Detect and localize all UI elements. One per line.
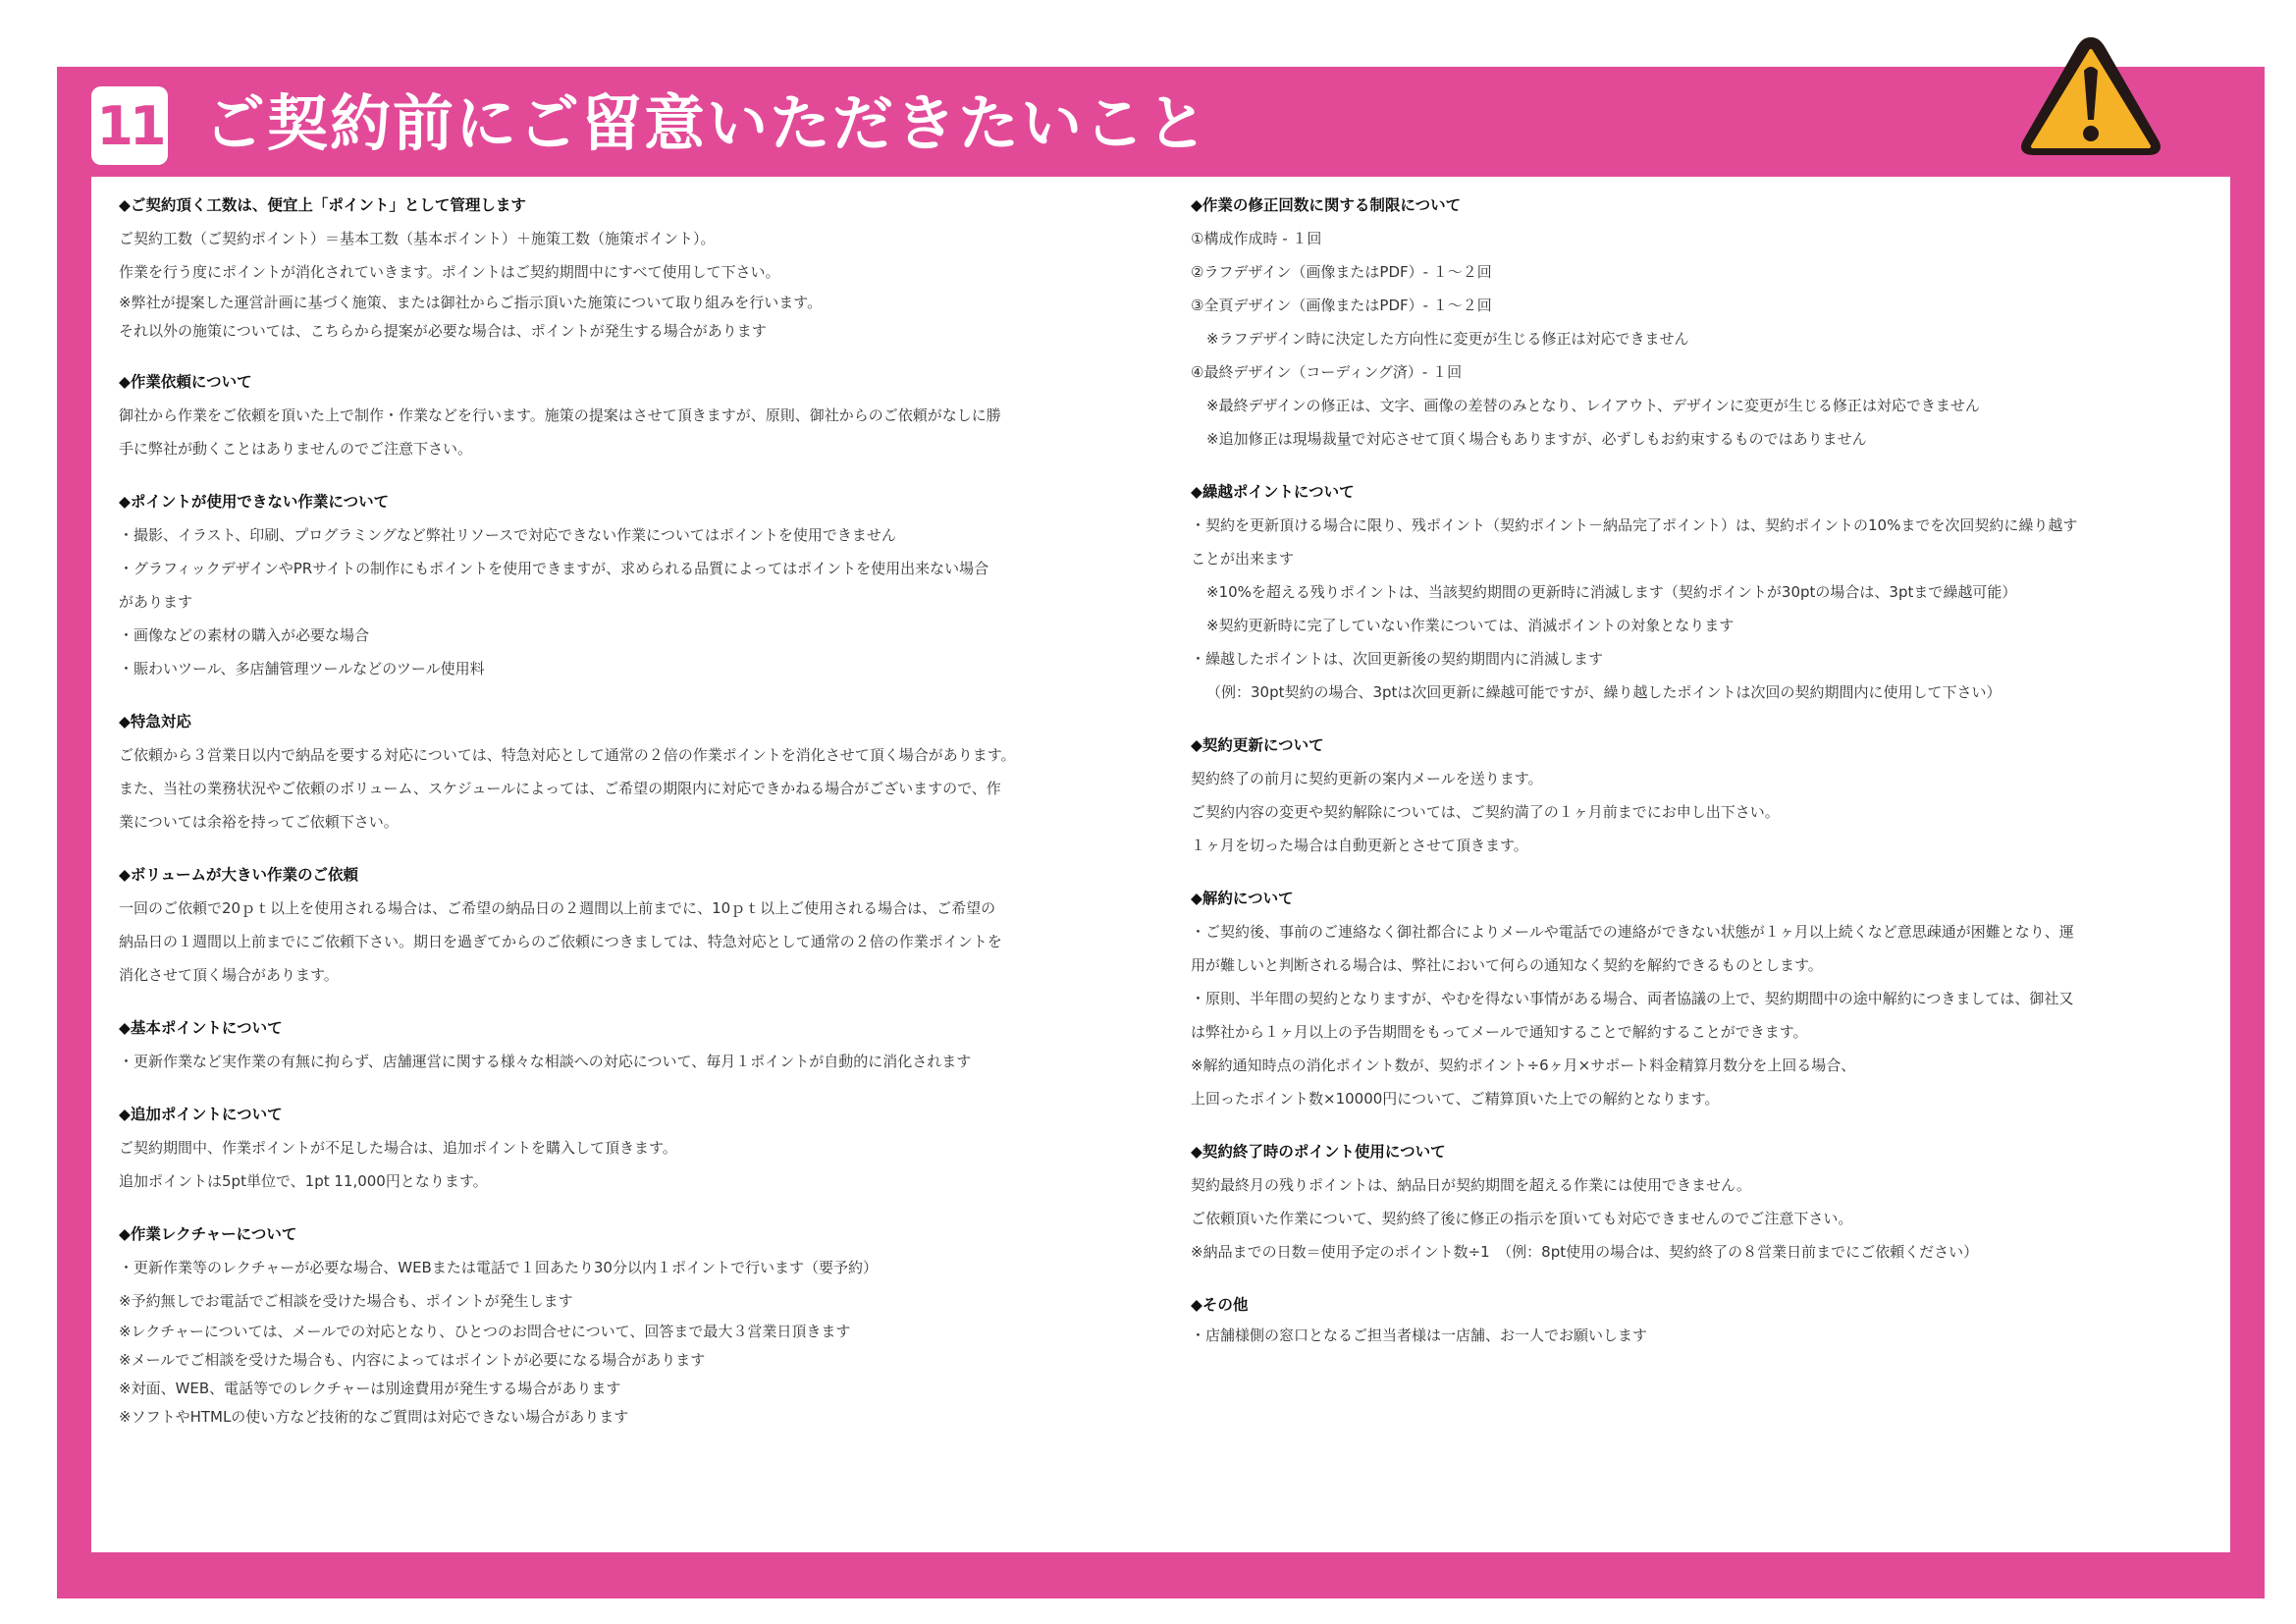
section-carryover-points bbox=[1191, 475, 2212, 709]
text-line: ※契約更新時に完了していない作業については、消滅ポイントの対象となります bbox=[1206, 617, 1735, 634]
text-line: ①構成作成時 - １回 bbox=[1191, 230, 1322, 247]
text-line: ※最終デザインの修正は、文字、画像の差替のみとなり、レイアウト、デザインに変更が生じる修正は対応できません bbox=[1206, 397, 1980, 414]
section-title: ◆解約について bbox=[1191, 890, 1294, 907]
text-line: ※解約通知時点の消化ポイント数が、契約ポイント÷6ヶ月×サポート料金精算月数分を上回る場合、 bbox=[1191, 1056, 1856, 1074]
section-additional-points bbox=[119, 1098, 1208, 1198]
text-line: ご契約期間中、作業ポイントが不足した場合は、追加ポイントを購入して頂きます。 bbox=[119, 1139, 677, 1157]
section-basic-points bbox=[119, 1011, 1208, 1078]
text-line: （例：30pt契約の場合、3ptは次回更新に繰越可能ですが、繰り越したポイントは次回の契約期間内に使用して下さい） bbox=[1206, 683, 2002, 701]
text-line: ・店舗様側の窓口となるご担当者様は一店舗、お一人でお願いします bbox=[1191, 1326, 1648, 1344]
text-line: ※ソフトやHTMLの使い方など技術的なご質問は対応できない場合があります bbox=[119, 1408, 629, 1426]
section-cancellation bbox=[1191, 882, 2212, 1115]
right-column bbox=[1191, 189, 2212, 1370]
page-header bbox=[57, 67, 2265, 177]
text-line: ※追加修正は現場裁量で対応させて頂く場合もありますが、必ずしもお約束するものではありません bbox=[1206, 430, 1867, 448]
page-title: ご契約前にご留意いただきたいこと bbox=[204, 87, 1210, 159]
section-title: ◆契約更新について bbox=[1191, 736, 1324, 754]
text-line: ③全頁デザイン（画像またはPDF）- １～２回 bbox=[1191, 297, 1492, 314]
text-line: ※予約無しでお電話でご相談を受けた場合も、ポイントが発生します bbox=[119, 1292, 573, 1310]
text-line: ④最終デザイン（コーディング済）- １回 bbox=[1191, 363, 1463, 381]
text-line: ※メールでご相談を受けた場合も、内容によってはポイントが必要になる場合があります bbox=[119, 1351, 706, 1369]
text-line: ②ラフデザイン（画像またはPDF）- １～２回 bbox=[1191, 263, 1492, 281]
section-title: ◆繰越ポイントについて bbox=[1191, 483, 1355, 501]
section-title: ◆契約終了時のポイント使用について bbox=[1191, 1143, 1446, 1161]
page-frame bbox=[57, 67, 2265, 1598]
text-line: 業については余裕を持ってご依頼下さい。 bbox=[119, 813, 399, 831]
text-line: ※対面、WEB、電話等でのレクチャーは別途費用が発生する場合があります bbox=[119, 1380, 621, 1397]
text-line: 御社から作業をご依頼を頂いた上で制作・作業などを行います。施策の提案はさせて頂きますが、原則、御社からのご依頼がなしに勝 bbox=[119, 406, 1001, 424]
text-line: ※10%を超える残りポイントは、当該契約期間の更新時に消滅します（契約ポイントが30ptの場合は、3ptまで繰越可能） bbox=[1206, 583, 2017, 601]
text-line: ・画像などの素材の購入が必要な場合 bbox=[119, 626, 370, 644]
section-non-point-work bbox=[119, 485, 1208, 685]
section-title: ◆ボリュームが大きい作業のご依頼 bbox=[119, 866, 358, 884]
text-line: ・更新作業など実作業の有無に拘らず、店舗運営に関する様々な相談への対応について、毎月１ポイントが自動的に消化されます bbox=[119, 1053, 972, 1070]
text-line: 納品日の１週間以上前までにご依頼下さい。期日を過ぎてからのご依頼につきましては、特急対応として通常の２倍の作業ポイントを bbox=[119, 933, 1002, 950]
section-title: ◆ポイントが使用できない作業について bbox=[119, 493, 390, 511]
section-end-of-contract-points bbox=[1191, 1135, 2212, 1269]
text-line: また、当社の業務状況やご依頼のボリューム、スケジュールによっては、ご希望の期限内に対応できかねる場合がございますので、作 bbox=[119, 780, 1001, 797]
text-line: ※弊社が提案した運営計画に基づく施策、または御社からご指示頂いた施策について取り組みを行います。 bbox=[119, 294, 823, 311]
text-line: ご依頼頂いた作業について、契約終了後に修正の指示を頂いても対応できませんのでご注意下さい。 bbox=[1191, 1210, 1853, 1227]
section-title: ◆作業依頼について bbox=[119, 373, 252, 391]
warning-triangle-icon bbox=[2017, 31, 2164, 161]
text-line: 作業を行う度にポイントが消化されていきます。ポイントはご契約期間中にすべて使用して下さい。 bbox=[119, 263, 780, 281]
text-line: ・更新作業等のレクチャーが必要な場合、WEBまたは電話で１回あたり30分以内１ポイントで行います（要予約） bbox=[119, 1259, 878, 1276]
text-line: 用が難しいと判断される場合は、弊社において何らの通知なく契約を解約できるものとします。 bbox=[1191, 956, 1823, 974]
text-line: ご契約工数（ご契約ポイント）＝基本工数（基本ポイント）＋施策工数（施策ポイント）。 bbox=[119, 230, 716, 247]
text-line: ※納品までの日数＝使用予定のポイント数÷1 （例：8pt使用の場合は、契約終了の８営業日前までにご依頼ください） bbox=[1191, 1243, 1979, 1261]
section-work-requests bbox=[119, 365, 1208, 465]
text-line: 契約終了の前月に契約更新の案内メールを送ります。 bbox=[1191, 770, 1543, 787]
text-line: ※レクチャーについては、メールでの対応となり、ひとつのお問合せについて、回答まで最大３営業日頂きます bbox=[119, 1323, 851, 1340]
text-line: ・撮影、イラスト、印刷、プログラミングなど弊社リソースで対応できない作業についてはポイントを使用できません bbox=[119, 526, 896, 544]
section-title: ◆その他 bbox=[1191, 1296, 1249, 1314]
text-line: 上回ったポイント数×10000円について、ご精算頂いた上での解約となります。 bbox=[1191, 1090, 1720, 1108]
section-title: ◆追加ポイントについて bbox=[119, 1106, 283, 1123]
section-title: ◆作業レクチャーについて bbox=[119, 1225, 297, 1243]
section-number-badge: 11 bbox=[91, 86, 168, 165]
section-revision-limits bbox=[1191, 189, 2212, 456]
text-line: それ以外の施策については、こちらから提案が必要な場合は、ポイントが発生する場合があります bbox=[119, 322, 767, 340]
section-lectures bbox=[119, 1218, 1208, 1432]
text-line: があります bbox=[119, 593, 193, 611]
section-title: ◆ご契約頂く工数は、便宜上「ポイント」として管理します bbox=[119, 196, 526, 214]
text-line: ・契約を更新頂ける場合に限り、残ポイント（契約ポイント－納品完了ポイント）は、契約ポイントの10%までを次回契約に繰り越す bbox=[1191, 516, 2078, 534]
text-line: ご依頼から３営業日以内で納品を要する対応については、特急対応として通常の２倍の作業ポイントを消化させて頂く場合があります。 bbox=[119, 746, 1016, 764]
text-line: 契約最終月の残りポイントは、納品日が契約期間を超える作業には使用できません。 bbox=[1191, 1176, 1751, 1194]
text-line: ・グラフィックデザインやPRサイトの制作にもポイントを使用できますが、求められる品質によってはポイントを使用出来ない場合 bbox=[119, 560, 989, 577]
section-title: ◆基本ポイントについて bbox=[119, 1019, 283, 1037]
section-point-management bbox=[119, 189, 1208, 346]
section-rush-orders bbox=[119, 705, 1208, 839]
section-title: ◆作業の修正回数に関する制限について bbox=[1191, 196, 1462, 214]
text-line: ・原則、半年間の契約となりますが、やむを得ない事情がある場合、両者協議の上で、契約期間中の途中解約につきましては、御社又 bbox=[1191, 990, 2074, 1007]
section-contract-renewal bbox=[1191, 729, 2212, 862]
text-line: ・ご契約後、事前のご連絡なく御社都合によりメールや電話での連絡ができない状態が１ヶ月以上続くなど意思疎通が困難となり、運 bbox=[1191, 923, 2074, 941]
text-line: １ヶ月を切った場合は自動更新とさせて頂きます。 bbox=[1191, 837, 1528, 854]
text-line: は弊社から１ヶ月以上の予告期間をもってメールで通知することで解約することができます。 bbox=[1191, 1023, 1808, 1041]
left-column bbox=[119, 189, 1208, 1451]
text-line: 消化させて頂く場合があります。 bbox=[119, 966, 339, 984]
section-large-volume bbox=[119, 858, 1208, 992]
text-line: 追加ポイントは5pt単位で、1pt 11,000円となります。 bbox=[119, 1172, 488, 1190]
text-line: ・賑わいツール、多店舗管理ツールなどのツール使用料 bbox=[119, 660, 485, 677]
section-other bbox=[1191, 1288, 2212, 1350]
text-line: ことが出来ます bbox=[1191, 550, 1295, 568]
text-line: ご契約内容の変更や契約解除については、ご契約満了の１ヶ月前までにお申し出下さい。 bbox=[1191, 803, 1780, 821]
text-line: 一回のご依頼で20ｐｔ以上を使用される場合は、ご希望の納品日の２週間以上前までに、10ｐｔ以上ご使用される場合は、ご希望の bbox=[119, 899, 996, 917]
section-title: ◆特急対応 bbox=[119, 713, 191, 731]
content-panel bbox=[91, 177, 2230, 1552]
text-line: 手に弊社が動くことはありませんのでご注意下さい。 bbox=[119, 440, 473, 458]
text-line: ・繰越したポイントは、次回更新後の契約期間内に消滅します bbox=[1191, 650, 1604, 668]
text-line: ※ラフデザイン時に決定した方向性に変更が生じる修正は対応できません bbox=[1206, 330, 1689, 348]
